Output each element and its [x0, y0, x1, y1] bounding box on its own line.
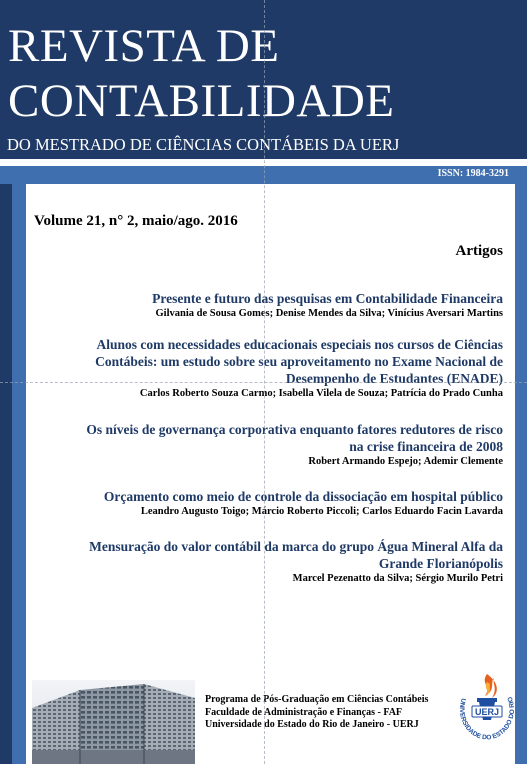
- article-title[interactable]: Orçamento como meio de controle da dissociação em hospital público: [103, 489, 503, 504]
- uerj-logo: [452, 668, 522, 756]
- article-title[interactable]: Alunos com necessidades educacionais especiais nos cursos de Ciências Contábeis: um estudo sobre seu aproveitamento no Exame Nacional de Desempenho de Estudantes (ENADE): [95, 337, 503, 386]
- program-line-1: Programa de Pós-Graduação em Ciências Contábeis: [205, 694, 429, 705]
- article-title[interactable]: Os níveis de governança corporativa enquanto fatores redutores de risco na crise financeira de 2008: [86, 422, 503, 454]
- article-entry[interactable]: [83, 290, 503, 321]
- logo-ring-text: UNIVERSIDADE DO ESTADO DO RIO: [457, 695, 517, 742]
- logo-uerj-text: UERJ: [474, 707, 500, 717]
- article-title[interactable]: Mensuração do valor contábil da marca do grupo Água Mineral Alfa da Grande Florianópolis: [89, 539, 503, 571]
- journal-title-line-1: REVISTA DE: [8, 20, 280, 72]
- program-info: [205, 694, 428, 732]
- article-title[interactable]: Presente e futuro das pesquisas em Contabilidade Financeira: [152, 291, 503, 306]
- article-authors: Carlos Roberto Souza Carmo; Isabella Vilela de Souza; Patrícia do Prado Cunha: [139, 388, 503, 399]
- program-line-2: Faculdade de Administração e Finanças - FAF: [205, 706, 403, 718]
- volume-info: Volume 21, n° 2, maio/ago. 2016: [34, 213, 238, 229]
- issn-label: ISSN: 1984-3291: [437, 168, 509, 179]
- left-dark-stripe: [0, 184, 12, 764]
- article-authors: Marcel Pezenatto da Silva; Sérgio Murilo Petri: [292, 573, 503, 584]
- article-entry[interactable]: [83, 421, 503, 469]
- article-entry[interactable]: [83, 488, 503, 519]
- article-entry[interactable]: [83, 538, 503, 586]
- building-photo: [32, 680, 195, 764]
- program-line-3: Universidade do Estado do Rio de Janeiro - UERJ: [205, 719, 419, 730]
- horizontal-guide-line: [0, 382, 527, 383]
- article-entry[interactable]: [83, 336, 503, 401]
- article-authors: Robert Armando Espejo; Ademir Clemente: [308, 456, 503, 467]
- article-authors: Leandro Augusto Toigo; Márcio Roberto Piccoli; Carlos Eduardo Facin Lavarda: [140, 506, 503, 517]
- journal-title-line-2: CONTABILIDADE: [8, 75, 395, 127]
- article-authors: Gilvania de Sousa Gomes; Denise Mendes da Silva; Vinícius Aversari Martins: [155, 308, 503, 319]
- journal-subtitle: DO MESTRADO DE CIÊNCIAS CONTÁBEIS DA UERJ: [7, 135, 400, 154]
- left-blue-stripe: [12, 184, 26, 764]
- section-heading: Artigos: [455, 243, 503, 259]
